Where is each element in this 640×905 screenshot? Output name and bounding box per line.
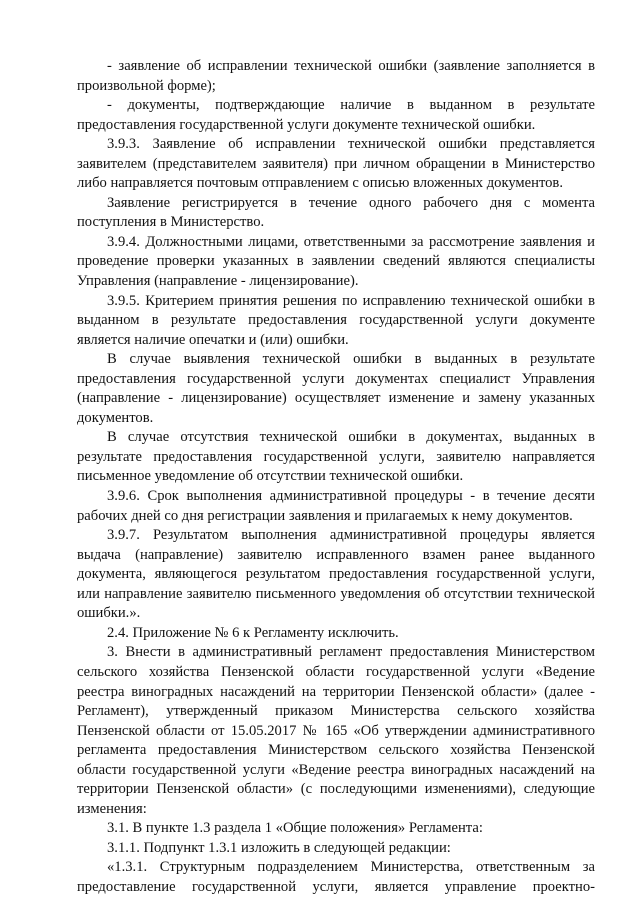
paragraph-13: 3.1. В пункте 1.3 раздела 1 «Общие положения» Регламента: bbox=[107, 820, 483, 837]
paragraph-12: 3. Внести в административный регламент предоставления Министерством сельского хозяйства Пензенской области государственной услуги «Ведение реестра виноградных насаждений на территории Пензенской области» (далее - Регламент), утвержденный приказом Министерства сельского хозяйства Пензенской области от 15.05.2017 № 165 «Об утверждении административного регламента предоставления Министерством сельского хозяйства Пензенской области государственной услуги «Ведение реестра виноградных насаждений на территории Пензенской области» (с последующими изменениями), следующие изменения: bbox=[77, 644, 595, 817]
paragraph-14: 3.1.1. Подпункт 1.3.1 изложить в следующей редакции: bbox=[107, 839, 451, 856]
paragraph-3: 3.9.3. Заявление об исправлении технической ошибки представляется заявителем (представителем заявителя) при личном обращении в Министерство либо направляется почтовым отправлением с описью вложенных документов. bbox=[77, 136, 595, 192]
paragraph-2: - документы, подтверждающие наличие в выданном в результате предоставления государственной услуги документе технической ошибки. bbox=[77, 97, 595, 133]
paragraph-6: 3.9.5. Критерием принятия решения по исправлению технической ошибки в выданном в результате предоставления государственной услуги документе является наличие опечатки и (или) ошибки. bbox=[77, 292, 595, 348]
paragraph-10: 3.9.7. Результатом выполнения административной процедуры является выдача (направление) заявителю исправленного взамен ранее выданного документа, являющегося результатом предоставления государственной услуги, или направление заявителю письменного уведомления об отсутствии технической ошибки.». bbox=[77, 527, 595, 622]
document-page bbox=[77, 57, 595, 898]
paragraph-7: В случае выявления технической ошибки в выданных в результате предоставления государственной услуги документах специалист Управления (направление - лицензирование) осуществляет изменение и замену указанных документов. bbox=[77, 351, 595, 426]
paragraph-9: 3.9.6. Срок выполнения административной процедуры - в течение десяти рабочих дней со дня регистрации заявления и прилагаемых к нему документов. bbox=[77, 488, 595, 524]
paragraph-4: Заявление регистрируется в течение одного рабочего дня с момента поступления в Министерство. bbox=[77, 194, 595, 231]
paragraph-5: 3.9.4. Должностными лицами, ответственными за рассмотрение заявления и проведение проверки указанных в заявлении сведений являются специалисты Управления (направление - лицензирование). bbox=[77, 233, 595, 290]
paragraph-11: 2.4. Приложение № 6 к Регламенту исключить. bbox=[107, 624, 399, 641]
paragraph-15: «1.3.1. Структурным подразделением Министерства, ответственным за предоставление государственной услуги, является управление проектно- bbox=[77, 859, 595, 895]
paragraph-8: В случае отсутствия технической ошибки в документах, выданных в результате предоставления государственной услуги, заявителю направляется письменное уведомление об отсутствии технической ошибки. bbox=[77, 429, 595, 485]
paragraph-1: - заявление об исправлении технической ошибки (заявление заполняется в произвольной форме); bbox=[77, 58, 595, 94]
